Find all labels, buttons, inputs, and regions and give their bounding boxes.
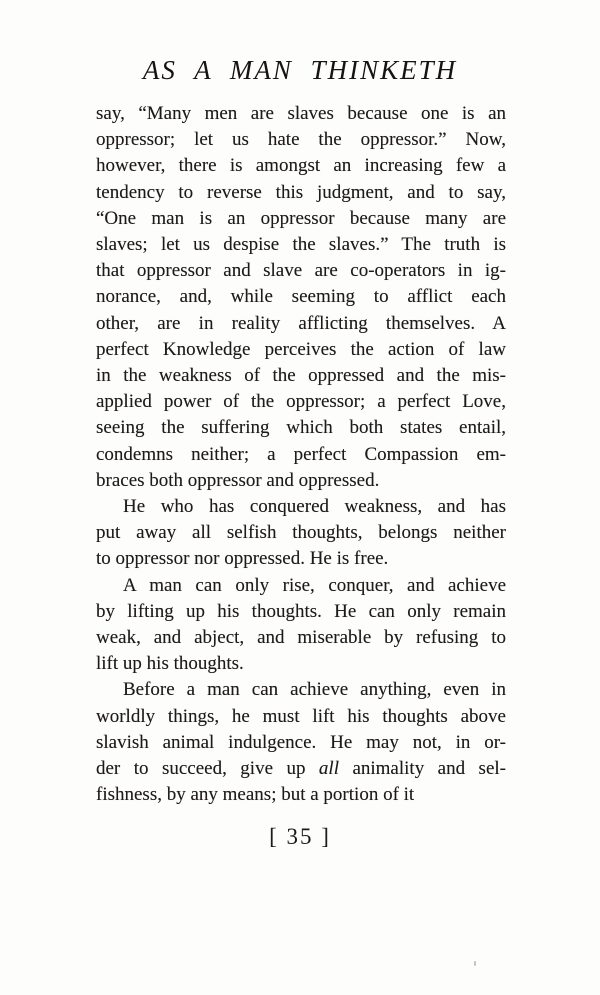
text-segment: animality and sel- [338,758,506,780]
scan-speck [474,961,476,966]
text-line: Before a man can achieve anything, even in [123,679,506,701]
text-segment: der to succeed, give up [96,758,319,780]
text-line: He who has conquered weakness, and has [123,496,506,518]
text-line: weak, and abject, and miserable by refusing to [96,627,506,649]
text-line: applied power of the oppressor; a perfect Love, [96,391,506,413]
text-line: condemns neither; a perfect Compassion em- [96,443,506,465]
paragraph [96,101,506,494]
text-line: by lifting up his thoughts. He can only remain [96,600,506,622]
text-line: braces both oppressor and oppressed. [96,469,380,491]
text-line: put away all selfish thoughts, belongs neither [96,522,506,544]
text-line: to oppressor nor oppressed. He is free. [96,548,389,570]
text-line: oppressor; let us hate the oppressor.” Now, [96,129,506,151]
text-line: say, “Many men are slaves because one is an [96,103,506,124]
page-text [96,101,506,808]
text-line: however, there is amongst an increasing few a [96,155,506,177]
text-line: seeing the suffering which both states entail, [96,417,506,439]
text-line: perfect Knowledge perceives the action of law [96,338,506,360]
text-line: lift up his thoughts. [96,653,244,675]
text-line: norance, and, while seeming to afflict each [96,286,506,308]
text-line: other, are in reality afflicting themselves. A [96,312,506,334]
text-line: in the weakness of the oppressed and the mis- [96,365,506,387]
text-line: slavish animal indulgence. He may not, in or- [96,731,506,753]
text-line: A man can only rise, conquer, and achieve [123,574,506,596]
text-line: that oppressor and slave are co-operators in ig- [96,260,506,282]
text-line: fishness, by any means; but a portion of it [96,784,415,806]
text-line [96,756,506,782]
paragraph [96,573,506,678]
text-line: slaves; let us despise the slaves.” The truth is [96,234,506,256]
text-line: “One man is an oppressor because many are [96,207,506,229]
text-line: tendency to reverse this judgment, and to say, [96,181,506,203]
page-title: AS A MAN THINKETH [142,55,458,85]
text-line: worldly things, he must lift his thoughts above [96,705,506,727]
italic-word: all [318,758,339,780]
paragraph [96,677,506,808]
page-number: [ 35 ] [269,824,331,849]
paragraph [96,494,506,573]
